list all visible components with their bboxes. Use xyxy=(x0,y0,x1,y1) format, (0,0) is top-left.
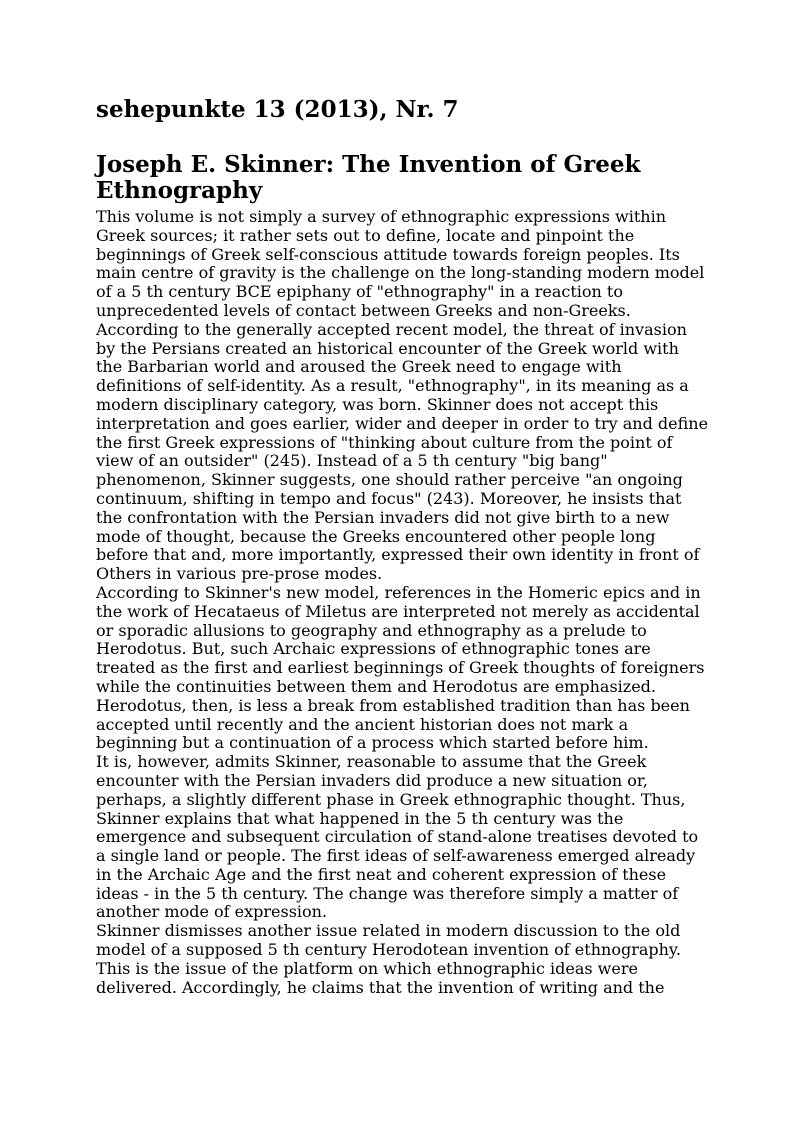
paragraph-1: This volume is not simply a survey of ethnographic expressions within Greek sources; it rather sets out to define, locate and pinpoint the beginnings of Greek self-conscious attitude towards foreign peoples. Its main centre of gravity is the challenge on the long-standing modern model of a 5 th century BCE epiphany of "ethnography" in a reaction to unprecedented levels of contact between Greeks and non-Greeks. xyxy=(96,207,705,320)
journal-title: sehepunkte 13 (2013), Nr. 7 xyxy=(96,96,459,123)
article-body xyxy=(96,208,710,997)
article-title: Joseph E. Skinner: The Invention of Greek Ethnography xyxy=(96,151,641,204)
paragraph-5: Skinner dismisses another issue related in modern discussion to the old model of a supposed 5 th century Herodotean invention of ethnography. This is the issue of the platform on which ethnographic ideas were delivered. Accordingly, he claims that the invention of writing and the xyxy=(96,921,681,997)
paragraph-4: It is, however, admits Skinner, reasonable to assume that the Greek encounter with the Persian invaders did produce a new situation or, perhaps, a slightly different phase in Greek ethnographic thought. Thus, Skinner explains that what happened in the 5 th century was the emergence and subsequent circulation of stand-alone treatises devoted to a single land or people. The first ideas of self-awareness emerged already in the Archaic Age and the first neat and coherent expression of these ideas - in the 5 th century. The change was therefore simply a matter of another mode of expression. xyxy=(96,752,699,922)
paragraph-3: According to Skinner's new model, references in the Homeric epics and in the work of Hecataeus of Miletus are interpreted not merely as accidental or sporadic allusions to geography and ethnography as a prelude to Herodotus. But, such Archaic expressions of ethnographic tones are treated as the first and earliest beginnings of Greek thoughts of foreigners while the continuities between them and Herodotus are emphasized. Herodotus, then, is less a break from established tradition than has been accepted until recently and the ancient historian does not mark a beginning but a continuation of a process which started before him. xyxy=(96,582,705,753)
paragraph-2: According to the generally accepted recent model, the threat of invasion by the Persians created an historical encounter of the Greek world with the Barbarian world and aroused the Greek need to engage with definitions of self-identity. As a result, "ethnography", in its meaning as a modern disciplinary category, was born. Skinner does not accept this interpretation and goes earlier, wider and deeper in order to try and define the first Greek expressions of "thinking about culture from the point of view of an outsider" (245). Instead of a 5 th century "big bang" phenomenon, Skinner suggests, one should rather perceive "an ongoing continuum, shifting in tempo and focus" (243). Moreover, he insists that the confrontation with the Persian invaders did not give birth to a new mode of thought, because the Greeks encountered other people long before that and, more importantly, expressed their own identity in front of Others in various pre-prose modes. xyxy=(96,319,709,584)
document-page xyxy=(96,94,710,997)
